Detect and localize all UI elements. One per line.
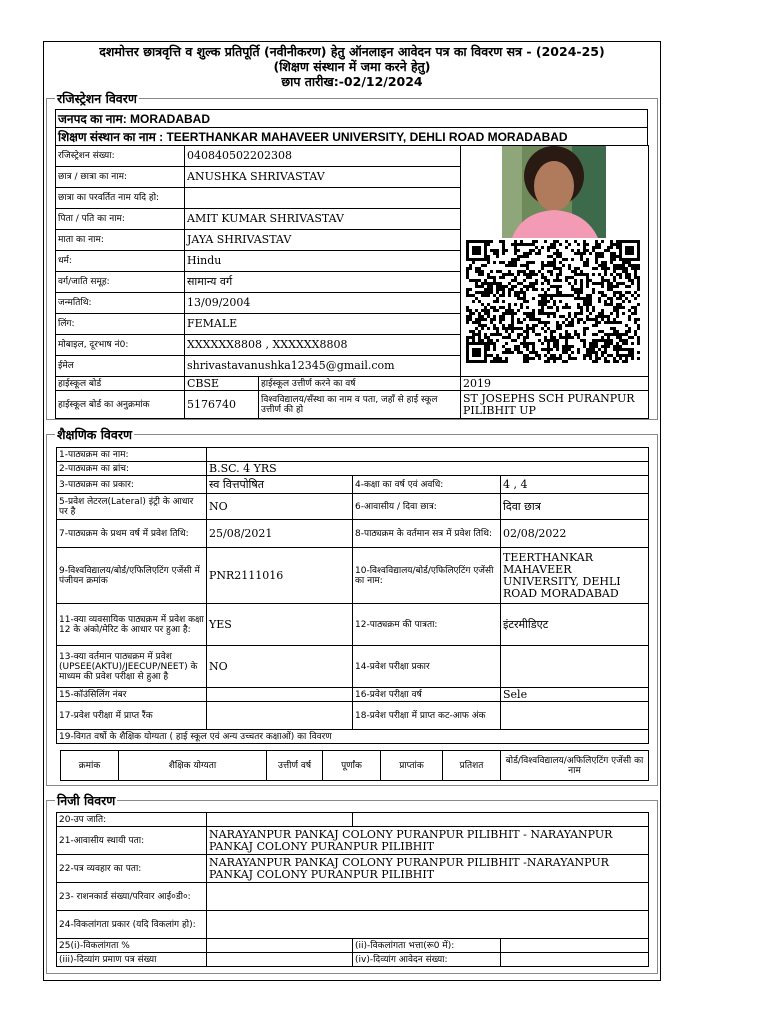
header-subtitle: (शिक्षण संस्थान में जमा करने हेतु): [273, 59, 431, 74]
cutoff-marks-label: 18-प्रवेश परीक्षा में प्राप्त कट-आफ अंक: [353, 702, 501, 730]
course-eligibility-value: इंटरमीडिएट: [501, 604, 649, 646]
merit-admission-label: 11-क्या व्यवसायिक पाठ्यक्रम में प्रवेश कक्षा 12 के अंको/मेरिट के आधार पर हुआ है:: [57, 604, 207, 646]
disability-certificate-value: [207, 953, 353, 967]
correspondence-address-value: NARAYANPUR PANKAJ COLONY PURANPUR PILIBHIT -NARAYANPUR PANKAJ COLONY PURANPUR PILIBHIT: [207, 855, 649, 883]
hs-board-value: CBSE: [185, 377, 259, 391]
disability-allowance-label: (ii)-विकलांगता भत्ता(रू0 में):: [353, 939, 501, 953]
registration-label: धर्म:: [56, 251, 185, 272]
current-session-admission-value: 02/08/2022: [501, 520, 649, 548]
sub-caste-value: [207, 813, 353, 827]
hs-board-label: हाईस्कूल बोर्ड: [56, 377, 185, 391]
academic-table: [56, 447, 649, 744]
qualification-header: पूर्णांक: [323, 751, 381, 781]
registration-label: मोबाइल, दूरभाष नं0:: [56, 335, 185, 356]
qualification-table: [60, 750, 649, 781]
sub-caste-label: 20-उप जाति:: [57, 813, 207, 827]
entrance-exam-year-value: Sele: [501, 688, 649, 702]
print-date: छाप तारीख:-02/12/2024: [281, 74, 423, 89]
registration-value: ANUSHKA SHRIVASTAV: [185, 167, 461, 188]
permanent-address-label: 21-आवासीय स्थायी पता:: [57, 827, 207, 855]
registration-label: वर्ग/जाति समूह:: [56, 272, 185, 293]
course-name-label: 1-पाठ्यक्रम का नाम:: [57, 448, 207, 462]
disability-application-label: (iv)-दिव्यांग आवेदन संख्या:: [353, 953, 501, 967]
qualification-header: शैक्षिक योग्यता: [119, 751, 267, 781]
entrance-exam-type-value: [501, 646, 649, 688]
registration-value: सामान्य वर्ग: [185, 272, 461, 293]
entrance-exam-type-label: 14-प्रवेश परीक्षा प्रकार: [353, 646, 501, 688]
qr-code-icon: [466, 240, 642, 364]
registration-label: माता का नाम:: [56, 230, 185, 251]
lateral-entry-value: NO: [207, 494, 353, 520]
counselling-number-label: 15-कॉउंसिलिंग नंबर: [57, 688, 207, 702]
merit-admission-value: YES: [207, 604, 353, 646]
registration-number-value: PNR2111016: [207, 548, 353, 604]
registration-value: [185, 188, 461, 209]
qualification-header: प्राप्तांक: [381, 751, 443, 781]
course-type-label: 3-पाठ्यक्रम का प्रकार:: [57, 476, 207, 494]
entrance-rank-label: 17-प्रवेश परीक्षा में प्राप्त रैंक: [57, 702, 207, 730]
ration-card-label: 23- राशनकार्ड संख्या/परिवार आई०डी०:: [57, 883, 207, 911]
first-year-admission-label: 7-पाठ्यक्रम के प्रथम वर्ष में प्रवेश तिथि:: [57, 520, 207, 548]
qualification-header: क्रमांक: [61, 751, 119, 781]
registration-label: रजिस्ट्रेशन संख्या:: [56, 146, 185, 167]
course-branch-value: B.SC. 4 YRS: [207, 462, 649, 476]
disability-allowance-value: [501, 939, 649, 953]
entrance-exam-admission-label: 13-क्या वर्तमान पाठ्यक्रम में प्रवेश (UPSEE(AKTU)/JEECUP/NEET) के माध्यम की प्रवेश परीक्षा से हुआ है: [57, 646, 207, 688]
class-year-value: 4 , 4: [501, 476, 649, 494]
qualification-details-label: 19-विगत वर्षो के शैक्षिक योग्यता ( हाई स्कूल एवं अन्य उच्चतर कक्षाओं) का विवरण: [57, 730, 649, 744]
course-name-value: [207, 448, 649, 462]
course-branch-label: 2-पाठ्यक्रम का ब्रांच:: [57, 462, 207, 476]
hs-year-value: 2019: [461, 377, 649, 391]
registration-value: XXXXXX8808 , XXXXXX8808: [185, 335, 461, 356]
class-year-label: 4-कक्षा का वर्ष एवं अवधि:: [353, 476, 501, 494]
personal-legend: निजी विवरण: [57, 793, 116, 808]
disability-percent-value: [207, 939, 353, 953]
disability-application-value: [501, 953, 649, 967]
hs-school-label: विश्वविद्यालय/सँस्था का नाम व पता, जहाँ से हाई स्कूल उत्तीर्ण की हो: [259, 391, 461, 419]
registration-number-label: 9-विश्वविद्यालय/बोर्ड/एफिलिएटिंग एजेंसी में पंजीयन क्रमांक: [57, 548, 207, 604]
header-title: दशमोत्तर छात्रवृत्ति व शुल्क प्रतिपूर्ति (नवीनीकरण) हेतु ऑनलाइन आवेदन पत्र का विवरण सत्र - (2024-25): [99, 44, 605, 59]
qualification-header: प्रतिशत: [443, 751, 501, 781]
course-type-value: स्व वित्तपोषित: [207, 476, 353, 494]
registration-label: लिंग:: [56, 314, 185, 335]
hostel-day-label: 6-आवासीय / दिवा छात्र:: [353, 494, 501, 520]
registration-label: छात्रा का परवर्तित नाम यदि हो:: [56, 188, 185, 209]
registration-top-table: [55, 109, 648, 146]
hs-roll-value: 5176740: [185, 391, 259, 419]
first-year-admission-value: 25/08/2021: [207, 520, 353, 548]
permanent-address-value: NARAYANPUR PANKAJ COLONY PURANPUR PILIBHIT - NARAYANPUR PANKAJ COLONY PURANPUR PILIBHIT: [207, 827, 649, 855]
course-eligibility-label: 12-पाठ्यक्रम की पात्रता:: [353, 604, 501, 646]
registration-label: पिता / पति का नाम:: [56, 209, 185, 230]
university-name-value: TEERTHANKAR MAHAVEER UNIVERSITY, DEHLI ROAD MORADABAD: [501, 548, 649, 604]
registration-label: छात्र / छात्रा का नाम:: [56, 167, 185, 188]
disability-certificate-label: (iii)-दिव्यांग प्रमाण पत्र संख्या: [57, 953, 207, 967]
qualification-header: बोर्ड/विश्वविद्यालय/अफिलिएटिंग एजेंसी का नाम: [501, 751, 649, 781]
university-name-label: 10-विश्वविद्यालय/बोर्ड/एफिलिएटिंग एजेंसी का नाम:: [353, 548, 501, 604]
current-session-admission-label: 8-पाठ्यक्रम के वर्तमान सत्र में प्रवेश तिथि:: [353, 520, 501, 548]
hostel-day-value: दिवा छात्र: [501, 494, 649, 520]
registration-legend: रजिस्ट्रेशन विवरण: [57, 91, 137, 106]
entrance-exam-year-label: 16-प्रवेश परीक्षा वर्ष: [353, 688, 501, 702]
academic-legend: शैक्षणिक विवरण: [57, 427, 132, 442]
registration-value: AMIT KUMAR SHRIVASTAV: [185, 209, 461, 230]
ration-card-value: [207, 883, 649, 911]
registration-value: JAYA SHRIVASTAV: [185, 230, 461, 251]
registration-value: Hindu: [185, 251, 461, 272]
counselling-number-value: [207, 688, 353, 702]
student-photo: [502, 146, 606, 238]
registration-value: shrivastavanushka12345@gmail.com: [185, 356, 461, 377]
registration-value: 040840502202308: [185, 146, 461, 167]
qualification-header: उत्तीर्ण वर्ष: [267, 751, 323, 781]
entrance-exam-admission-value: NO: [207, 646, 353, 688]
registration-value: FEMALE: [185, 314, 461, 335]
hs-school-value: ST JOSEPHS SCH PURANPUR PILIBHIT UP: [461, 391, 649, 419]
disability-type-label: 24-विकलांगता प्रकार (यदि विकलांग हो):: [57, 911, 207, 939]
hs-year-label: हाईस्कूल उत्तीर्ण करने का वर्ष: [259, 377, 461, 391]
entrance-rank-value: [207, 702, 353, 730]
correspondence-address-label: 22-पत्र व्यवहार का पता:: [57, 855, 207, 883]
cutoff-marks-value: [501, 702, 649, 730]
disability-percent-label: 25(i)-विकलांगता %: [57, 939, 207, 953]
registration-label: जन्मतिथि:: [56, 293, 185, 314]
personal-table: [56, 812, 649, 967]
hs-roll-label: हाईस्कूल बोर्ड का अनुक्रमांक: [56, 391, 185, 419]
lateral-entry-label: 5-प्रवेश लेटरल(Lateral) इंट्री के आधार पर है: [57, 494, 207, 520]
district-name: जनपद का नाम: MORADABAD: [56, 110, 648, 128]
form-header: [44, 42, 660, 89]
institution-name: शिक्षण संस्थान का नाम : TEERTHANKAR MAHAVEER UNIVERSITY, DEHLI ROAD MORADABAD: [56, 128, 648, 146]
registration-label: ईमेल: [56, 356, 185, 377]
disability-type-value: [207, 911, 649, 939]
registration-value: 13/09/2004: [185, 293, 461, 314]
